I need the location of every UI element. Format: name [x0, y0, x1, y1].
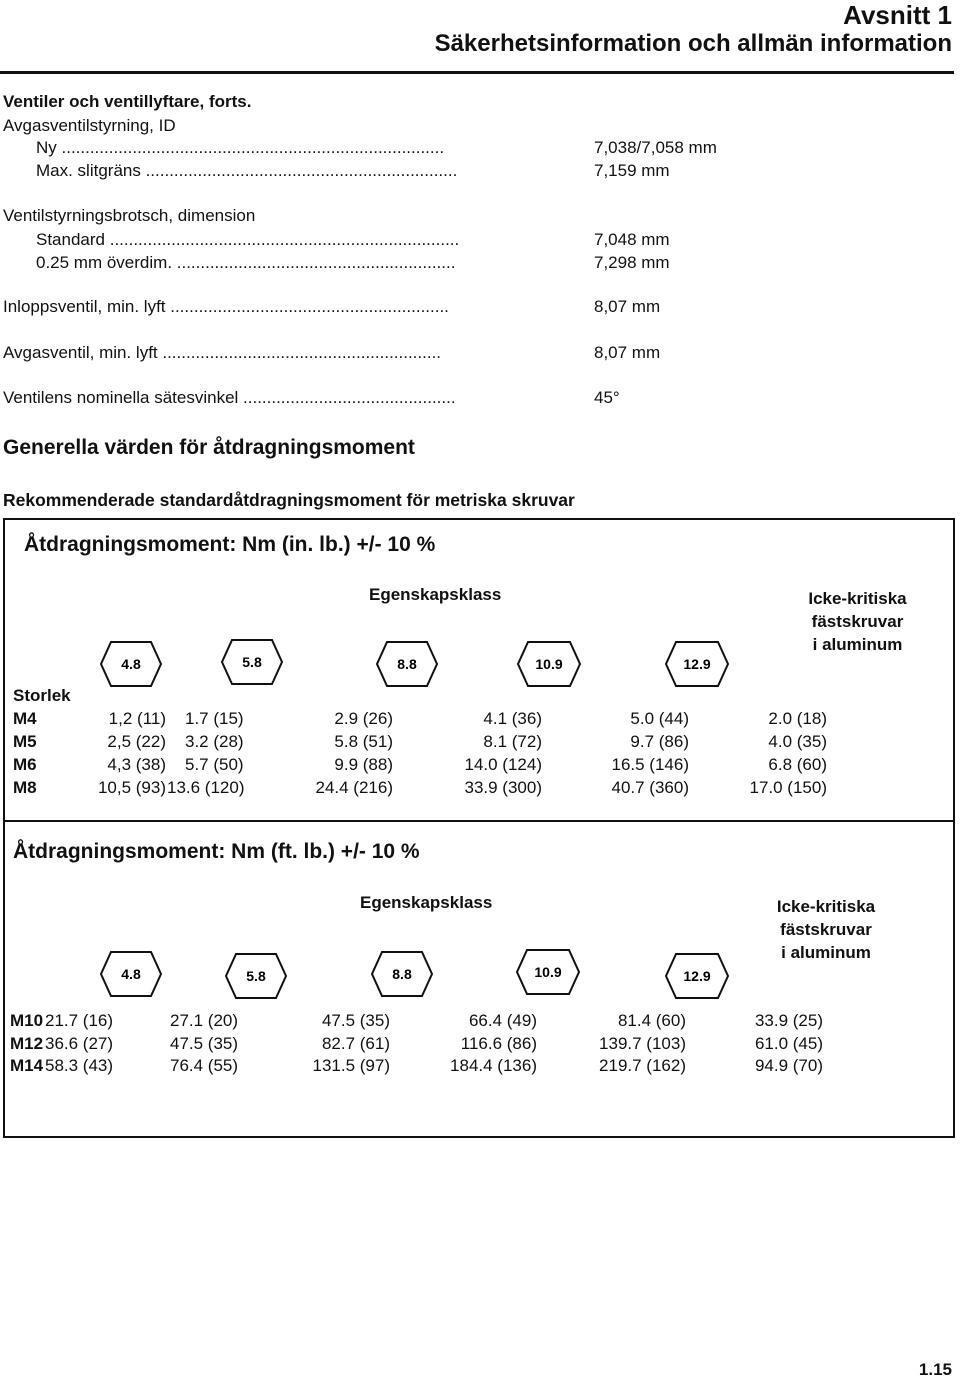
- spec-label: Ny .................................................................................: [36, 138, 445, 157]
- cell: 219.7 (162): [599, 1056, 686, 1075]
- cell: 94.9 (70): [754, 1056, 823, 1075]
- table2-class-label: Egenskapsklass: [360, 893, 493, 912]
- svg-text:8.8: 8.8: [392, 966, 412, 982]
- spec-label: Standard ..........................................................................: [36, 230, 460, 249]
- table-divider: [3, 820, 955, 822]
- svg-text:10.9: 10.9: [534, 964, 562, 980]
- table1-title: Åtdragningsmoment: Nm (in. lb.) +/- 10 %: [24, 533, 436, 556]
- spec-value: 7,048 mm: [594, 230, 670, 249]
- cell: 4,3 (38): [107, 755, 166, 774]
- svg-text:10.9: 10.9: [535, 656, 563, 672]
- row-size: M5: [13, 732, 37, 751]
- bolt-grade-4-8-icon: [99, 640, 163, 688]
- spec-label: Inloppsventil, min. lyft ...........................................................: [3, 297, 449, 316]
- cell: 16.5 (146): [611, 755, 689, 774]
- row-size: M8: [13, 778, 37, 797]
- cell: 2.0 (18): [768, 709, 827, 728]
- bolt-grade-12-9-icon: [664, 640, 730, 688]
- bolt-grade-4-8-icon: [99, 950, 163, 998]
- cell: 21.7 (16): [45, 1011, 114, 1030]
- cell: 5.0 (44): [630, 709, 689, 728]
- bolt-grade-5-8-icon: [224, 952, 288, 1000]
- cell: 9.7 (86): [630, 732, 689, 751]
- torque-heading: Generella värden för åtdragningsmoment: [3, 436, 415, 459]
- cell: 10,5 (93): [97, 778, 166, 797]
- cell: 47.5 (35): [170, 1034, 239, 1053]
- cell: 47.5 (35): [321, 1011, 390, 1030]
- cell: 33.9 (25): [754, 1011, 823, 1030]
- cell: 33.9 (300): [464, 778, 542, 797]
- row-size: M12: [10, 1034, 44, 1053]
- cell: 1.7 (15): [185, 709, 244, 728]
- bolt-grade-10-9-icon: [515, 948, 581, 996]
- spec-value: 7,038/7,058 mm: [594, 138, 717, 157]
- cell: 17.0 (150): [749, 778, 827, 797]
- spec-label: Avgasventilstyrning, ID: [3, 116, 176, 135]
- svg-text:4.8: 4.8: [121, 966, 141, 982]
- table2-title: Åtdragningsmoment: Nm (ft. lb.) +/- 10 %: [13, 840, 420, 863]
- spec-label: Ventilstyrningsbrotsch, dimension: [3, 206, 256, 225]
- cell: 24.4 (216): [315, 778, 393, 797]
- spec-value: 7,159 mm: [594, 161, 670, 180]
- row-size: M14: [10, 1056, 44, 1075]
- cell: 8.1 (72): [483, 732, 542, 751]
- row-size: M6: [13, 755, 37, 774]
- cell: 116.6 (86): [460, 1034, 537, 1053]
- cell: 139.7 (103): [599, 1034, 686, 1053]
- bolt-grade-8-8-icon: [375, 640, 439, 688]
- svg-text:12.9: 12.9: [683, 968, 711, 984]
- spec-value: 7,298 mm: [594, 253, 670, 272]
- cell: 81.4 (60): [617, 1011, 686, 1030]
- cell: 2.9 (26): [334, 709, 393, 728]
- spec-value: 8,07 mm: [594, 297, 661, 316]
- cell: 66.4 (49): [468, 1011, 537, 1030]
- svg-text:5.8: 5.8: [242, 654, 262, 670]
- table2-noncritical: Icke-kritiska fästskruvar i aluminum: [776, 897, 876, 962]
- cell: 76.4 (55): [170, 1056, 239, 1075]
- cell: 1,2 (11): [108, 709, 166, 728]
- cell: 61.0 (45): [754, 1034, 823, 1053]
- svg-text:12.9: 12.9: [683, 656, 711, 672]
- cell: 5.7 (50): [185, 755, 244, 774]
- cell: 5.8 (51): [334, 732, 393, 751]
- bolt-grade-12-9-icon: [664, 952, 730, 1000]
- cell: 14.0 (124): [464, 755, 542, 774]
- cell: 4.0 (35): [768, 732, 827, 751]
- cell: 6.8 (60): [768, 755, 827, 774]
- svg-text:4.8: 4.8: [121, 656, 141, 672]
- cell: 9.9 (88): [334, 755, 393, 774]
- spec-label: Max. slitgräns ..................................................................: [36, 161, 458, 180]
- svg-text:8.8: 8.8: [397, 656, 417, 672]
- spec-value: 45°: [594, 388, 620, 407]
- cell: 36.6 (27): [45, 1034, 114, 1053]
- cell: 3.2 (28): [185, 732, 244, 751]
- cell: 184.4 (136): [450, 1056, 537, 1075]
- row-size: M10: [10, 1011, 44, 1030]
- spec-label: Avgasventil, min. lyft ...........................................................: [3, 343, 442, 362]
- page-number: 1.15: [918, 1360, 952, 1379]
- row-size: M4: [13, 709, 37, 728]
- spec-label: Ventilens nominella sätesvinkel .............................................: [3, 388, 456, 407]
- cell: 82.7 (61): [321, 1034, 390, 1053]
- cell: 4.1 (36): [483, 709, 542, 728]
- cell: 2,5 (22): [107, 732, 166, 751]
- cell: 40.7 (360): [611, 778, 689, 797]
- cell: 13.6 (120): [167, 778, 245, 797]
- cell: 131.5 (97): [312, 1056, 390, 1075]
- section-title: Säkerhetsinformation och allmän information: [434, 30, 952, 57]
- spec-value: 8,07 mm: [594, 343, 661, 362]
- bolt-grade-8-8-icon: [370, 950, 434, 998]
- svg-text:5.8: 5.8: [246, 968, 266, 984]
- table1-noncritical: Icke-kritiska fästskruvar i aluminum: [808, 589, 907, 654]
- cell: 27.1 (20): [170, 1011, 239, 1030]
- bolt-grade-10-9-icon: [516, 640, 582, 688]
- spec-label: 0.25 mm överdim. ...........................................................: [36, 253, 456, 272]
- bolt-grade-5-8-icon: [220, 638, 284, 686]
- cell: 58.3 (43): [45, 1056, 114, 1075]
- torque-subheading: Rekommenderade standardåtdragningsmoment för metriska skruvar: [3, 490, 575, 510]
- specs-heading: Ventiler och ventillyftare, forts.: [3, 92, 252, 111]
- header-rule: [0, 71, 954, 74]
- section-label: Avsnitt 1: [843, 0, 952, 30]
- table1-class-label: Egenskapsklass: [369, 585, 502, 604]
- size-label: Storlek: [13, 686, 71, 705]
